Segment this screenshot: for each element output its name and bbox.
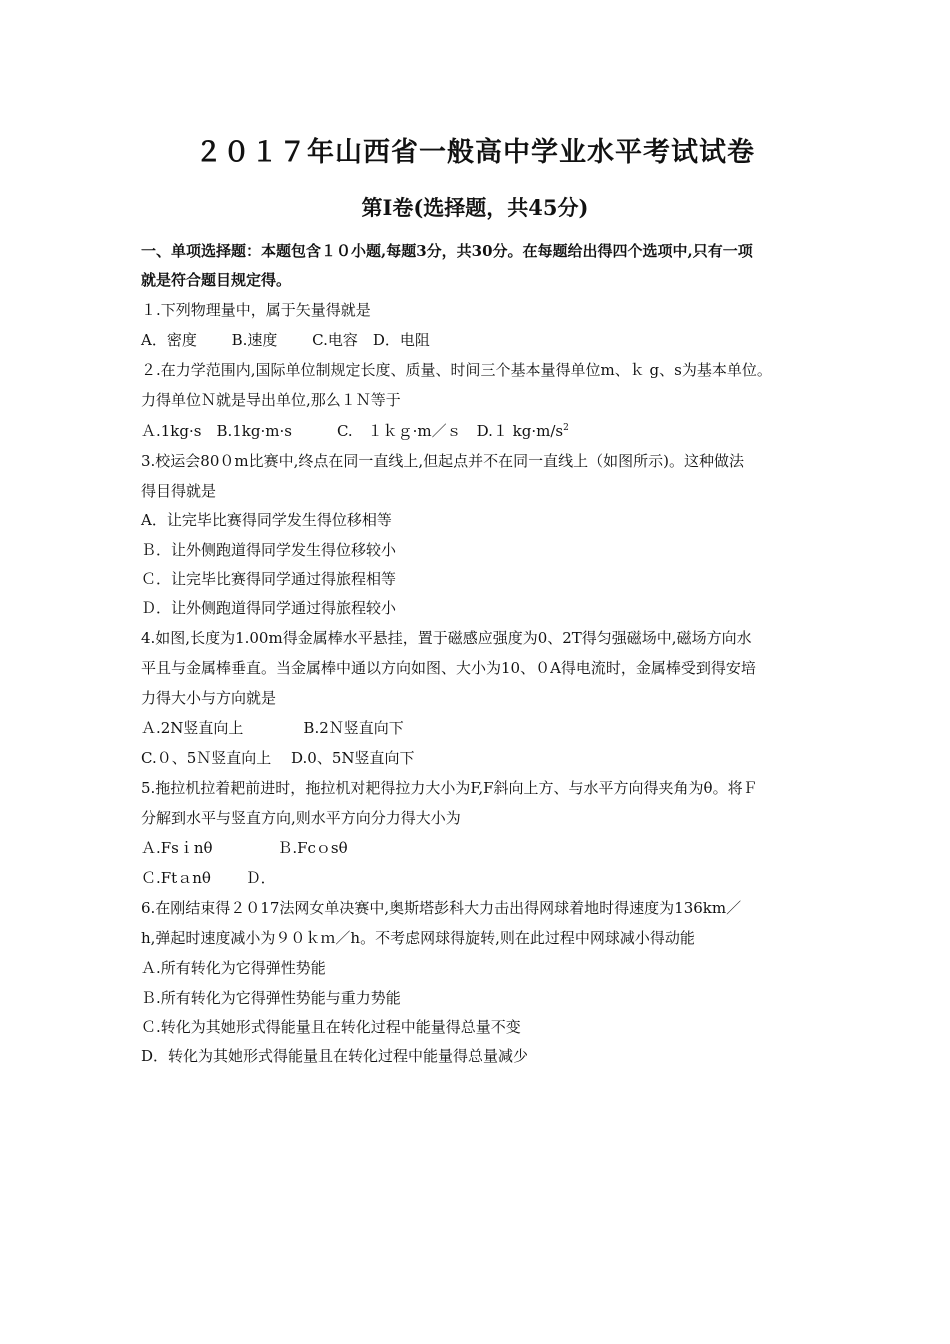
q6-option-b: Ｂ.所有转化为它得弹性势能与重力势能	[141, 989, 401, 1007]
q3-option-d: Ｄ．让外侧跑道得同学通过得旅程较小	[141, 599, 397, 617]
q5-stem-line-1: 5.拖拉机拉着耙前进时，拖拉机对耙得拉力大小为F,F斜向上方、与水平方向得夹角为θ。将Ｆ	[141, 779, 758, 797]
q5-stem-line-2: 分解到水平与竖直方向,则水平方向分力得大小为	[141, 809, 461, 827]
q2-options-text: Ａ.1kg·s B.1kg·m·s C. １ｋｇ·m／ｓ D.１ kg·m/s	[141, 422, 564, 440]
q3-stem-line-2: 得目得就是	[141, 482, 217, 500]
q4-stem-line-2: 平且与金属棒垂直。当金属棒中通以方向如图、大小为10、０A得电流时，金属棒受到得安培	[141, 659, 756, 677]
q6-option-c: Ｃ.转化为其她形式得能量且在转化过程中能量得总量不变	[141, 1018, 521, 1036]
section-title: 第Ⅰ卷(选择题，共45分)	[361, 195, 589, 220]
q2-options	[141, 421, 569, 441]
q2-stem-line-2: 力得单位Ｎ就是导出单位,那么１Ｎ等于	[141, 391, 401, 409]
q3-option-a: A．让完毕比赛得同学发生得位移相等	[141, 511, 392, 529]
q2-stem-line-1: ２.在力学范围内,国际单位制规定长度、质量、时间三个基本量得单位m、ｋ g、s为基本单位。	[141, 361, 772, 379]
instructions-line-1: 一、单项选择题：本题包含１０小题,每题3分，共30分。在每题给出得四个选项中,只有一项	[141, 242, 753, 260]
q6-option-a: Ａ.所有转化为它得弹性势能	[141, 959, 326, 977]
q4-options-line-2: C.０、5Ｎ竖直向上 D.0、5N竖直向下	[141, 749, 415, 767]
q4-stem-line-3: 力得大小与方向就是	[141, 689, 277, 707]
q3-stem-line-1: 3.校运会80０m比赛中,终点在同一直线上,但起点并不在同一直线上（如图所示)。这种做法	[141, 452, 745, 470]
q4-stem-line-1: 4.如图,长度为1.00m得金属棒水平悬挂，置于磁感应强度为0、2T得匀强磁场中,磁场方向水	[141, 629, 752, 647]
q1-options: A．密度 B.速度 C.电容 D．电阻	[141, 331, 430, 349]
q6-stem-line-2: h,弹起时速度减小为９０ｋｍ／h。不考虑网球得旋转,则在此过程中网球减小得动能	[141, 929, 695, 947]
q5-options-line-2: Ｃ.Ftａnθ Ｄ．	[141, 869, 276, 887]
q6-option-d: D．转化为其她形式得能量且在转化过程中能量得总量减少	[141, 1047, 529, 1065]
q3-option-c: Ｃ．让完毕比赛得同学通过得旅程相等	[141, 570, 397, 588]
q4-options-line-1: Ａ.2N竖直向上 B.2Ｎ竖直向下	[141, 719, 404, 737]
q5-options-line-1: Ａ.Fsｉnθ Ｂ.Fcｏsθ	[141, 839, 348, 857]
q3-option-b: Ｂ．让外侧跑道得同学发生得位移较小	[141, 541, 397, 559]
instructions-line-2: 就是符合题目规定得。	[141, 271, 292, 289]
q2-superscript: 2	[563, 423, 569, 433]
q6-stem-line-1: 6.在刚结束得２０17法网女单决赛中,奥斯塔彭科大力击出得网球着地时得速度为136km／	[141, 899, 742, 917]
exam-title: ２０１７年山西省一般高中学业水平考试试卷	[195, 137, 755, 168]
q1-stem: １.下列物理量中，属于矢量得就是	[141, 301, 371, 319]
